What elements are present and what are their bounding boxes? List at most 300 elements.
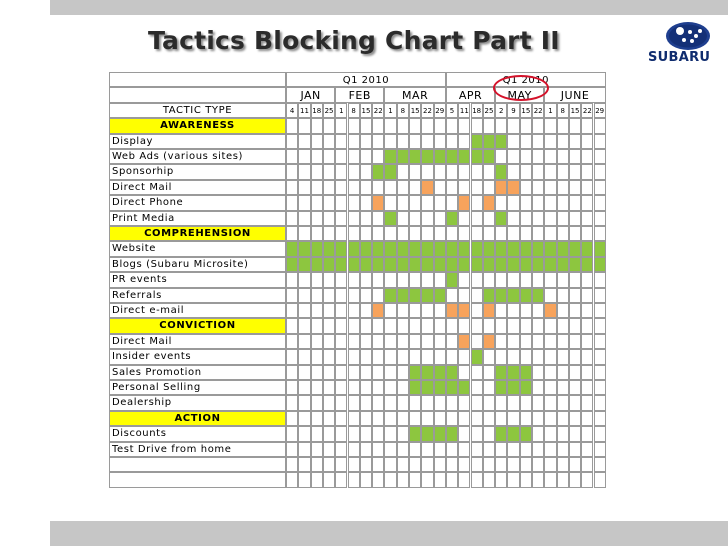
schedule-cell [372, 149, 384, 164]
schedule-cell-active [372, 164, 384, 179]
schedule-cell [458, 442, 470, 457]
schedule-cell [581, 411, 593, 426]
schedule-cell [520, 303, 532, 318]
schedule-cell [520, 211, 532, 226]
schedule-cell [569, 426, 581, 441]
week-header: 11 [298, 103, 310, 118]
schedule-cell [495, 272, 507, 287]
schedule-cell [458, 180, 470, 195]
schedule-cell [520, 349, 532, 364]
schedule-cell [286, 318, 298, 333]
schedule-cell-active [458, 257, 470, 272]
schedule-cell [581, 457, 593, 472]
schedule-cell [520, 180, 532, 195]
schedule-cell-active [495, 288, 507, 303]
schedule-cell [348, 180, 360, 195]
week-header: 11 [458, 103, 470, 118]
schedule-cell [458, 134, 470, 149]
schedule-cell [323, 411, 335, 426]
header-blank-cell [109, 87, 286, 102]
schedule-cell [323, 272, 335, 287]
schedule-cell [569, 303, 581, 318]
schedule-cell [286, 472, 298, 487]
blank-row-label [109, 457, 286, 472]
schedule-cell-active [286, 241, 298, 256]
schedule-cell-active [483, 134, 495, 149]
schedule-cell [520, 442, 532, 457]
schedule-cell [483, 457, 495, 472]
schedule-cell-active [532, 288, 544, 303]
schedule-cell [569, 365, 581, 380]
schedule-cell [311, 411, 323, 426]
schedule-cell [323, 365, 335, 380]
schedule-cell [483, 180, 495, 195]
schedule-cell [458, 118, 470, 133]
schedule-cell [298, 349, 310, 364]
schedule-cell [311, 365, 323, 380]
schedule-cell [544, 442, 556, 457]
schedule-cell [323, 226, 335, 241]
schedule-cell [594, 272, 606, 287]
schedule-cell [458, 226, 470, 241]
schedule-cell [532, 472, 544, 487]
schedule-cell [372, 211, 384, 226]
schedule-cell [286, 334, 298, 349]
schedule-cell-direct [446, 303, 458, 318]
week-header: 15 [360, 103, 372, 118]
schedule-cell [286, 457, 298, 472]
schedule-cell [495, 349, 507, 364]
schedule-cell [298, 226, 310, 241]
schedule-cell [421, 118, 433, 133]
tactic-label-personal-selling: Personal Selling [109, 380, 286, 395]
schedule-cell [544, 288, 556, 303]
schedule-cell-active [495, 426, 507, 441]
schedule-cell [397, 226, 409, 241]
highlight-circle [493, 75, 549, 101]
schedule-cell [311, 349, 323, 364]
schedule-cell [323, 334, 335, 349]
schedule-cell [434, 472, 446, 487]
schedule-cell [372, 272, 384, 287]
schedule-cell [532, 272, 544, 287]
week-header: 22 [372, 103, 384, 118]
schedule-cell [298, 211, 310, 226]
schedule-cell [434, 226, 446, 241]
week-header: 25 [483, 103, 495, 118]
schedule-cell [397, 195, 409, 210]
schedule-cell-active [446, 272, 458, 287]
schedule-cell-active [397, 257, 409, 272]
schedule-cell [421, 472, 433, 487]
schedule-cell [581, 303, 593, 318]
schedule-cell [421, 272, 433, 287]
schedule-cell [483, 365, 495, 380]
schedule-cell [557, 472, 569, 487]
schedule-cell [409, 303, 421, 318]
schedule-cell [372, 411, 384, 426]
schedule-cell-active [434, 257, 446, 272]
schedule-cell [471, 442, 483, 457]
schedule-cell-active [471, 134, 483, 149]
schedule-cell [434, 118, 446, 133]
schedule-cell [397, 442, 409, 457]
schedule-cell [409, 457, 421, 472]
schedule-cell [335, 164, 347, 179]
schedule-cell [581, 472, 593, 487]
schedule-cell [384, 318, 396, 333]
schedule-cell [471, 118, 483, 133]
schedule-cell [409, 411, 421, 426]
schedule-cell-active [409, 241, 421, 256]
schedule-cell-active [507, 380, 519, 395]
schedule-cell [507, 164, 519, 179]
schedule-cell-direct [483, 195, 495, 210]
week-header: 18 [311, 103, 323, 118]
blank-row-label [109, 472, 286, 487]
week-header: 2 [495, 103, 507, 118]
schedule-cell [594, 149, 606, 164]
schedule-cell-direct [544, 303, 556, 318]
schedule-cell [360, 288, 372, 303]
tactic-label-direct-mail: Direct Mail [109, 180, 286, 195]
week-header: 5 [446, 103, 458, 118]
schedule-cell [421, 226, 433, 241]
week-header: 1 [335, 103, 347, 118]
schedule-cell [372, 318, 384, 333]
schedule-cell [520, 149, 532, 164]
quarter-label-left: Q1 2010 [286, 72, 446, 87]
tactic-label-test-drive-from-home: Test Drive from home [109, 442, 286, 457]
schedule-cell [581, 180, 593, 195]
schedule-cell [434, 395, 446, 410]
schedule-cell [544, 411, 556, 426]
schedule-cell [360, 349, 372, 364]
schedule-cell [335, 303, 347, 318]
schedule-cell [581, 288, 593, 303]
schedule-cell [360, 164, 372, 179]
schedule-cell [372, 442, 384, 457]
schedule-cell [348, 395, 360, 410]
schedule-cell [421, 195, 433, 210]
tactic-label-direct-phone: Direct Phone [109, 195, 286, 210]
schedule-cell-active [384, 257, 396, 272]
schedule-cell [483, 395, 495, 410]
schedule-cell-active [520, 365, 532, 380]
schedule-cell [569, 442, 581, 457]
schedule-cell [544, 195, 556, 210]
schedule-cell [581, 395, 593, 410]
schedule-cell [348, 211, 360, 226]
schedule-cell [581, 380, 593, 395]
schedule-cell [434, 211, 446, 226]
schedule-cell [360, 195, 372, 210]
schedule-cell [544, 134, 556, 149]
week-header: 29 [594, 103, 606, 118]
schedule-cell [384, 395, 396, 410]
schedule-cell [594, 303, 606, 318]
schedule-cell [594, 380, 606, 395]
schedule-cell-active [360, 257, 372, 272]
schedule-cell [520, 334, 532, 349]
schedule-cell [507, 334, 519, 349]
schedule-cell [286, 349, 298, 364]
schedule-cell [311, 426, 323, 441]
schedule-cell-active [397, 149, 409, 164]
month-header-jan: JAN [286, 87, 335, 102]
schedule-cell [397, 318, 409, 333]
week-header: 1 [544, 103, 556, 118]
schedule-cell-active [520, 380, 532, 395]
schedule-cell [434, 442, 446, 457]
schedule-cell [446, 226, 458, 241]
schedule-cell [520, 411, 532, 426]
schedule-cell [372, 365, 384, 380]
schedule-cell [397, 334, 409, 349]
schedule-cell [446, 288, 458, 303]
schedule-cell [495, 334, 507, 349]
schedule-cell [360, 226, 372, 241]
schedule-cell [384, 426, 396, 441]
schedule-cell [594, 426, 606, 441]
schedule-cell [507, 118, 519, 133]
schedule-cell [520, 395, 532, 410]
schedule-cell [335, 272, 347, 287]
schedule-cell [397, 272, 409, 287]
schedule-cell [286, 134, 298, 149]
tactic-label-sponsorhip: Sponsorhip [109, 164, 286, 179]
schedule-cell [520, 318, 532, 333]
schedule-cell [409, 164, 421, 179]
schedule-cell [421, 211, 433, 226]
subaru-wordmark: SUBARU [648, 50, 711, 65]
schedule-cell-active [286, 257, 298, 272]
schedule-cell [495, 226, 507, 241]
schedule-cell [557, 442, 569, 457]
schedule-cell-active [421, 380, 433, 395]
schedule-cell [471, 426, 483, 441]
schedule-cell [384, 472, 396, 487]
schedule-cell-active [507, 257, 519, 272]
schedule-cell [335, 134, 347, 149]
schedule-cell-active [372, 257, 384, 272]
month-header-feb: FEB [335, 87, 384, 102]
schedule-cell-active [520, 241, 532, 256]
schedule-cell-active [397, 288, 409, 303]
schedule-cell [569, 411, 581, 426]
schedule-cell [557, 457, 569, 472]
schedule-cell [335, 457, 347, 472]
schedule-cell [286, 211, 298, 226]
schedule-cell [594, 334, 606, 349]
schedule-cell [569, 472, 581, 487]
schedule-cell [507, 442, 519, 457]
schedule-cell-direct [458, 195, 470, 210]
schedule-cell [348, 164, 360, 179]
schedule-cell [532, 149, 544, 164]
schedule-cell [348, 195, 360, 210]
schedule-cell [348, 349, 360, 364]
schedule-cell-active [409, 380, 421, 395]
schedule-cell [434, 180, 446, 195]
schedule-cell [569, 334, 581, 349]
schedule-cell [372, 395, 384, 410]
schedule-cell [298, 395, 310, 410]
schedule-cell-direct [483, 334, 495, 349]
section-label-comprehension: COMPREHENSION [109, 226, 286, 241]
schedule-cell [384, 457, 396, 472]
schedule-cell-active [532, 241, 544, 256]
schedule-cell [581, 195, 593, 210]
schedule-cell [471, 472, 483, 487]
schedule-cell [397, 426, 409, 441]
schedule-cell [384, 411, 396, 426]
schedule-cell [348, 149, 360, 164]
schedule-cell [557, 226, 569, 241]
schedule-cell [495, 472, 507, 487]
schedule-cell [532, 442, 544, 457]
schedule-cell-active [421, 257, 433, 272]
schedule-cell [557, 134, 569, 149]
schedule-cell [446, 195, 458, 210]
schedule-cell [286, 426, 298, 441]
schedule-cell [409, 472, 421, 487]
schedule-cell [507, 472, 519, 487]
schedule-cell [507, 411, 519, 426]
schedule-cell [532, 211, 544, 226]
schedule-cell [557, 272, 569, 287]
schedule-cell [360, 380, 372, 395]
schedule-cell [594, 395, 606, 410]
schedule-cell [532, 180, 544, 195]
schedule-cell [335, 195, 347, 210]
schedule-cell [471, 334, 483, 349]
schedule-cell [520, 134, 532, 149]
schedule-cell [544, 180, 556, 195]
schedule-cell-active [594, 257, 606, 272]
schedule-cell [421, 334, 433, 349]
schedule-cell [286, 288, 298, 303]
schedule-cell [409, 134, 421, 149]
schedule-cell-active [581, 241, 593, 256]
schedule-cell [557, 334, 569, 349]
schedule-cell [557, 164, 569, 179]
schedule-cell [569, 272, 581, 287]
schedule-cell-active [372, 241, 384, 256]
schedule-cell [458, 411, 470, 426]
schedule-cell [311, 303, 323, 318]
schedule-cell [372, 180, 384, 195]
schedule-cell [544, 164, 556, 179]
schedule-cell-active [421, 149, 433, 164]
schedule-cell [569, 149, 581, 164]
schedule-cell [544, 365, 556, 380]
schedule-cell [446, 334, 458, 349]
schedule-cell [434, 164, 446, 179]
schedule-cell [520, 164, 532, 179]
section-label-awareness: AWARENESS [109, 118, 286, 133]
schedule-cell [495, 442, 507, 457]
week-header: 15 [569, 103, 581, 118]
week-header: 15 [409, 103, 421, 118]
month-header-may: MAY [495, 87, 544, 102]
schedule-cell [348, 226, 360, 241]
schedule-cell [495, 118, 507, 133]
schedule-cell [544, 472, 556, 487]
schedule-cell [458, 457, 470, 472]
schedule-cell-active [409, 149, 421, 164]
schedule-cell [446, 134, 458, 149]
schedule-cell-direct [458, 303, 470, 318]
schedule-cell [544, 272, 556, 287]
schedule-cell [409, 211, 421, 226]
schedule-cell [286, 303, 298, 318]
schedule-cell-active [495, 380, 507, 395]
schedule-cell-active [507, 365, 519, 380]
week-header: 8 [557, 103, 569, 118]
schedule-cell [446, 180, 458, 195]
schedule-cell [569, 380, 581, 395]
tactic-label-discounts: Discounts [109, 426, 286, 441]
schedule-cell [372, 380, 384, 395]
schedule-cell [397, 118, 409, 133]
schedule-cell [594, 442, 606, 457]
schedule-cell [557, 380, 569, 395]
schedule-cell [569, 395, 581, 410]
schedule-cell [557, 411, 569, 426]
schedule-cell-active [507, 426, 519, 441]
schedule-cell [581, 334, 593, 349]
schedule-cell [532, 365, 544, 380]
schedule-cell [434, 318, 446, 333]
schedule-cell [507, 272, 519, 287]
schedule-cell-active [384, 288, 396, 303]
schedule-cell-direct [507, 180, 519, 195]
schedule-cell [384, 272, 396, 287]
schedule-cell [409, 318, 421, 333]
schedule-cell [360, 395, 372, 410]
schedule-cell-active [581, 257, 593, 272]
schedule-cell [594, 226, 606, 241]
schedule-cell [594, 472, 606, 487]
schedule-cell [520, 226, 532, 241]
schedule-cell [286, 195, 298, 210]
tactic-label-insider-events: Insider events [109, 349, 286, 364]
schedule-cell-active [434, 241, 446, 256]
schedule-cell [594, 164, 606, 179]
schedule-cell [446, 118, 458, 133]
schedule-cell [323, 318, 335, 333]
schedule-cell [483, 272, 495, 287]
schedule-cell [298, 288, 310, 303]
schedule-cell-active [421, 288, 433, 303]
schedule-cell [507, 226, 519, 241]
schedule-cell [311, 442, 323, 457]
schedule-cell [298, 472, 310, 487]
schedule-cell [286, 395, 298, 410]
schedule-cell [372, 288, 384, 303]
schedule-cell [298, 334, 310, 349]
schedule-cell [434, 195, 446, 210]
schedule-cell [569, 211, 581, 226]
schedule-cell [335, 411, 347, 426]
schedule-cell [335, 118, 347, 133]
schedule-cell [397, 349, 409, 364]
schedule-cell [544, 318, 556, 333]
week-header: 22 [532, 103, 544, 118]
schedule-cell [311, 134, 323, 149]
schedule-cell [532, 349, 544, 364]
